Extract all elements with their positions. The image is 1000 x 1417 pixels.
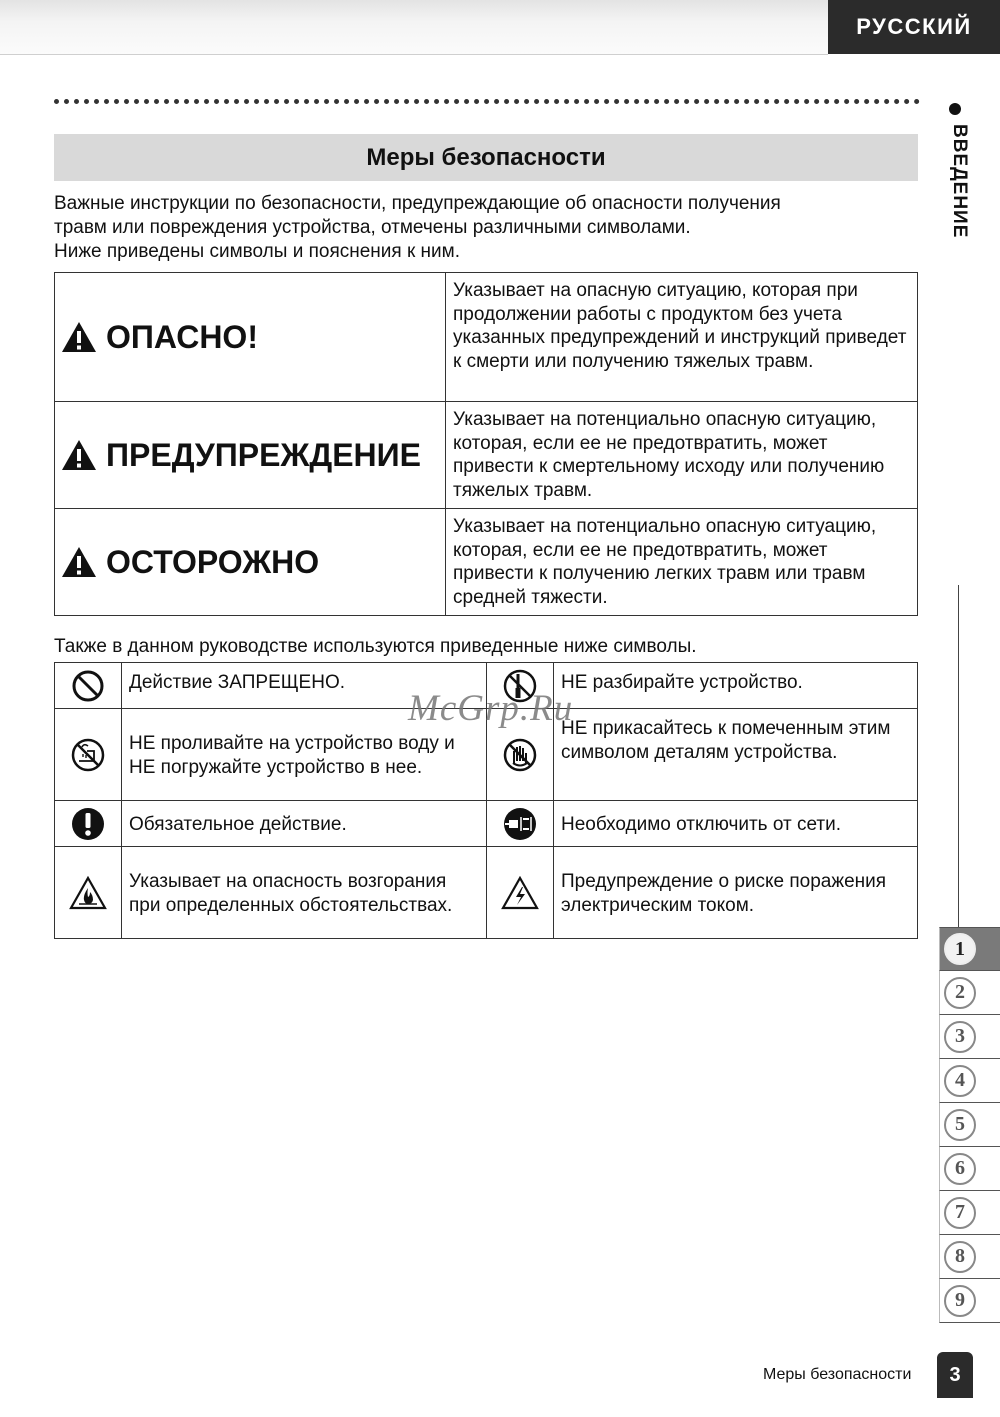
chapter-number: 5 xyxy=(944,1109,976,1141)
symbol-icon-cell xyxy=(55,709,122,801)
mandatory-action-icon xyxy=(70,806,106,842)
hazard-row-danger xyxy=(55,273,918,402)
chapter-number: 6 xyxy=(944,1153,976,1185)
symbol-text: НЕ разбирайте устройство. xyxy=(554,663,918,709)
header-bar xyxy=(0,0,828,55)
no-touch-icon xyxy=(502,737,538,773)
hazard-row-warning xyxy=(55,402,918,509)
hazard-levels-table xyxy=(54,272,918,616)
chapter-tab-4[interactable] xyxy=(939,1059,1000,1103)
symbol-icon-cell xyxy=(55,847,122,939)
symbols-row xyxy=(55,847,918,939)
chapter-tab-9[interactable] xyxy=(939,1279,1000,1323)
chapter-number: 3 xyxy=(944,1021,976,1053)
footer-title: Меры безопасности xyxy=(763,1366,912,1383)
symbol-text: Обязательное действие. xyxy=(122,801,487,847)
chapter-number: 9 xyxy=(944,1285,976,1317)
symbol-icon-cell xyxy=(55,663,122,709)
section-label: ВВЕДЕНИЕ xyxy=(949,124,970,239)
unplug-icon xyxy=(502,806,538,842)
intro-line: Ниже приведены символы и пояснения к ним. xyxy=(54,241,461,262)
no-water-icon xyxy=(70,737,106,773)
intro-line: травм или повреждения устройства, отмечены различными символами. xyxy=(54,217,691,238)
symbol-text: НЕ прикасайтесь к помеченным этим символом деталям устройства. xyxy=(554,709,918,801)
chapter-tab-2[interactable] xyxy=(939,971,1000,1015)
hazard-description: Указывает на потенциально опасную ситуацию, которая, если ее не предотвратить, может привести к получению легких травм или травм средней тяжести. xyxy=(446,509,918,616)
symbol-icon-cell xyxy=(487,801,554,847)
warning-triangle-icon xyxy=(61,439,97,471)
chapter-tab-3[interactable] xyxy=(939,1015,1000,1059)
hazard-description: Указывает на потенциально опасную ситуацию, которая, если ее не предотвратить, может привести к смертельному исходу или получению тяжелых травм. xyxy=(446,402,918,509)
hazard-row-caution xyxy=(55,509,918,616)
hazard-description: Указывает на опасную ситуацию, которая при продолжении работы с продуктом без учета указанных предупреждений и инструкций приведет к смерти или получению тяжелых травм. xyxy=(446,273,918,402)
dotted-divider xyxy=(54,99,920,104)
chapter-tab-7[interactable] xyxy=(939,1191,1000,1235)
chapter-number: 2 xyxy=(944,977,976,1009)
warning-triangle-icon xyxy=(61,321,97,353)
chapter-number: 1 xyxy=(944,933,976,965)
hazard-label: ПРЕДУПРЕЖДЕНИЕ xyxy=(106,436,421,473)
hazard-label-cell xyxy=(55,402,446,509)
electric-shock-icon xyxy=(501,876,539,910)
hazard-label: ОСТОРОЖНО xyxy=(106,543,320,580)
prohibited-icon xyxy=(71,669,105,703)
section-bullet-icon xyxy=(949,103,961,115)
intro-line: Важные инструкции по безопасности, предупреждающие об опасности получения xyxy=(54,193,781,214)
symbols-row xyxy=(55,801,918,847)
hazard-label-cell xyxy=(55,509,446,616)
fire-hazard-icon xyxy=(69,876,107,910)
symbol-text: Указывает на опасность возгорания при определенных обстоятельствах. xyxy=(122,847,487,939)
symbol-text: Действие ЗАПРЕЩЕНО. xyxy=(122,663,487,709)
chapter-number: 7 xyxy=(944,1197,976,1229)
symbol-text: Предупреждение о риске поражения электрическим током. xyxy=(554,847,918,939)
symbols-intro: Также в данном руководстве используются приведенные ниже символы. xyxy=(54,636,697,657)
symbol-text: НЕ проливайте на устройство воду и НЕ погружайте устройство в нее. xyxy=(122,709,487,801)
warning-triangle-icon xyxy=(61,546,97,578)
chapter-number: 8 xyxy=(944,1241,976,1273)
symbol-icon-cell xyxy=(487,847,554,939)
page-title: Меры безопасности xyxy=(54,134,918,181)
chapter-tab-6[interactable] xyxy=(939,1147,1000,1191)
language-label: РУССКИЙ xyxy=(828,0,1000,54)
intro-text xyxy=(54,192,924,264)
page-number: 3 xyxy=(937,1352,973,1398)
watermark: McGrp.Ru xyxy=(408,688,574,729)
hazard-label-cell xyxy=(55,273,446,402)
hazard-label: ОПАСНО! xyxy=(106,318,258,355)
chapter-tab-5[interactable] xyxy=(939,1103,1000,1147)
chapter-tabs xyxy=(939,927,1000,1323)
chapter-tab-1[interactable] xyxy=(939,927,1000,971)
chapter-number: 4 xyxy=(944,1065,976,1097)
chapter-tab-8[interactable] xyxy=(939,1235,1000,1279)
side-divider xyxy=(958,585,959,927)
symbol-text: Необходимо отключить от сети. xyxy=(554,801,918,847)
symbol-icon-cell xyxy=(55,801,122,847)
